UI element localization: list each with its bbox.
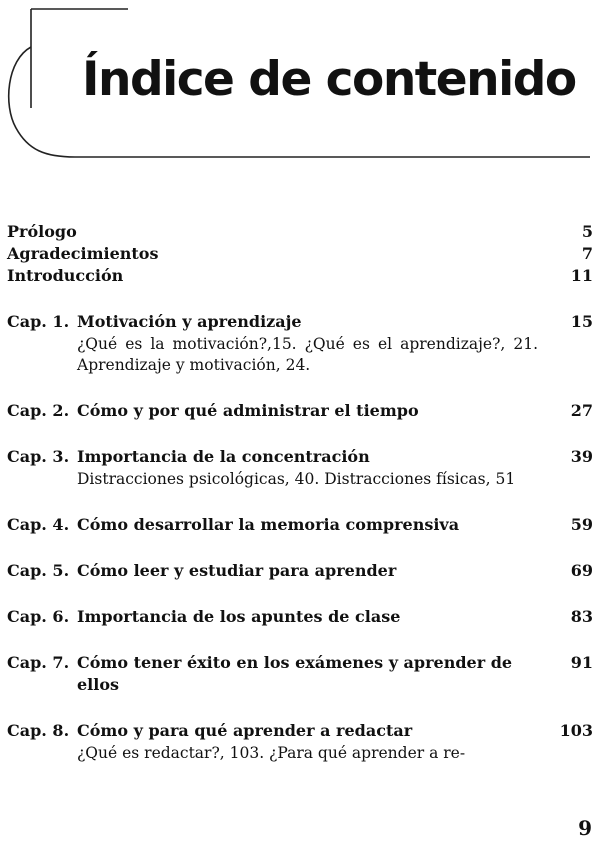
toc-chapter-2 bbox=[7, 400, 593, 422]
entry-label: Prólogo bbox=[7, 222, 77, 241]
chapter-number: Cap. 1. bbox=[7, 312, 70, 331]
chapter-number: Cap. 2. bbox=[7, 401, 70, 420]
chapter-number: Cap. 5. bbox=[7, 561, 70, 580]
chapter-page: 15 bbox=[570, 312, 593, 331]
chapter-page: 69 bbox=[570, 561, 593, 580]
chapter-number: Cap. 8. bbox=[7, 721, 70, 740]
page-title: Índice de contenido bbox=[82, 52, 576, 107]
chapter-title: Cómo desarrollar la memoria comprensiva bbox=[77, 515, 460, 534]
entry-page: 5 bbox=[581, 222, 593, 241]
toc-chapter-7 bbox=[7, 652, 593, 696]
chapter-page: 91 bbox=[570, 653, 593, 672]
chapter-title: Motivación y aprendizaje bbox=[77, 312, 302, 331]
chapter-title: Importancia de los apuntes de clase bbox=[77, 607, 401, 626]
entry-page: 7 bbox=[581, 244, 593, 263]
entry-page: 11 bbox=[570, 266, 593, 285]
chapter-number: Cap. 3. bbox=[7, 447, 70, 466]
chapter-number: Cap. 4. bbox=[7, 515, 70, 534]
chapter-page: 59 bbox=[570, 515, 593, 534]
chapter-subentries: ¿Qué es redactar?, 103. ¿Para qué aprender a re- bbox=[77, 744, 466, 762]
toc-chapter-1 bbox=[7, 311, 593, 333]
toc-chapter-5 bbox=[7, 560, 593, 582]
toc-chapter-4 bbox=[7, 514, 593, 536]
toc-chapter-6 bbox=[7, 606, 593, 628]
chapter-title: Cómo y por qué administrar el tiempo bbox=[77, 401, 419, 420]
table-of-contents bbox=[7, 221, 593, 764]
chapter-subentries: Distracciones psicológicas, 40. Distracciones físicas, 51 bbox=[77, 470, 516, 488]
chapter-title: Cómo y para qué aprender a redactar bbox=[77, 721, 413, 740]
toc-entry-prologo bbox=[7, 221, 593, 243]
entry-label: Agradecimientos bbox=[7, 244, 159, 263]
chapter-title: Importancia de la concentración bbox=[77, 447, 370, 466]
toc-entry-agradecimientos bbox=[7, 243, 593, 265]
chapter-page: 39 bbox=[570, 447, 593, 466]
page-number: 9 bbox=[578, 816, 592, 840]
chapter-number: Cap. 6. bbox=[7, 607, 70, 626]
chapter-page: 103 bbox=[559, 721, 593, 740]
chapter-number: Cap. 7. bbox=[7, 653, 70, 672]
chapter-page: 83 bbox=[570, 607, 593, 626]
chapter-title: Cómo tener éxito en los exámenes y aprender de ellos bbox=[77, 653, 513, 694]
toc-chapter-8 bbox=[7, 720, 593, 742]
toc-entry-introduccion bbox=[7, 265, 593, 287]
entry-label: Introducción bbox=[7, 266, 124, 285]
chapter-title: Cómo leer y estudiar para aprender bbox=[77, 561, 397, 580]
chapter-subentries: ¿Qué es la motivación?,15. ¿Qué es el aprendizaje?, 21. Aprendizaje y motivación, 24. bbox=[77, 335, 538, 374]
toc-chapter-3 bbox=[7, 446, 593, 468]
chapter-page: 27 bbox=[570, 401, 593, 420]
